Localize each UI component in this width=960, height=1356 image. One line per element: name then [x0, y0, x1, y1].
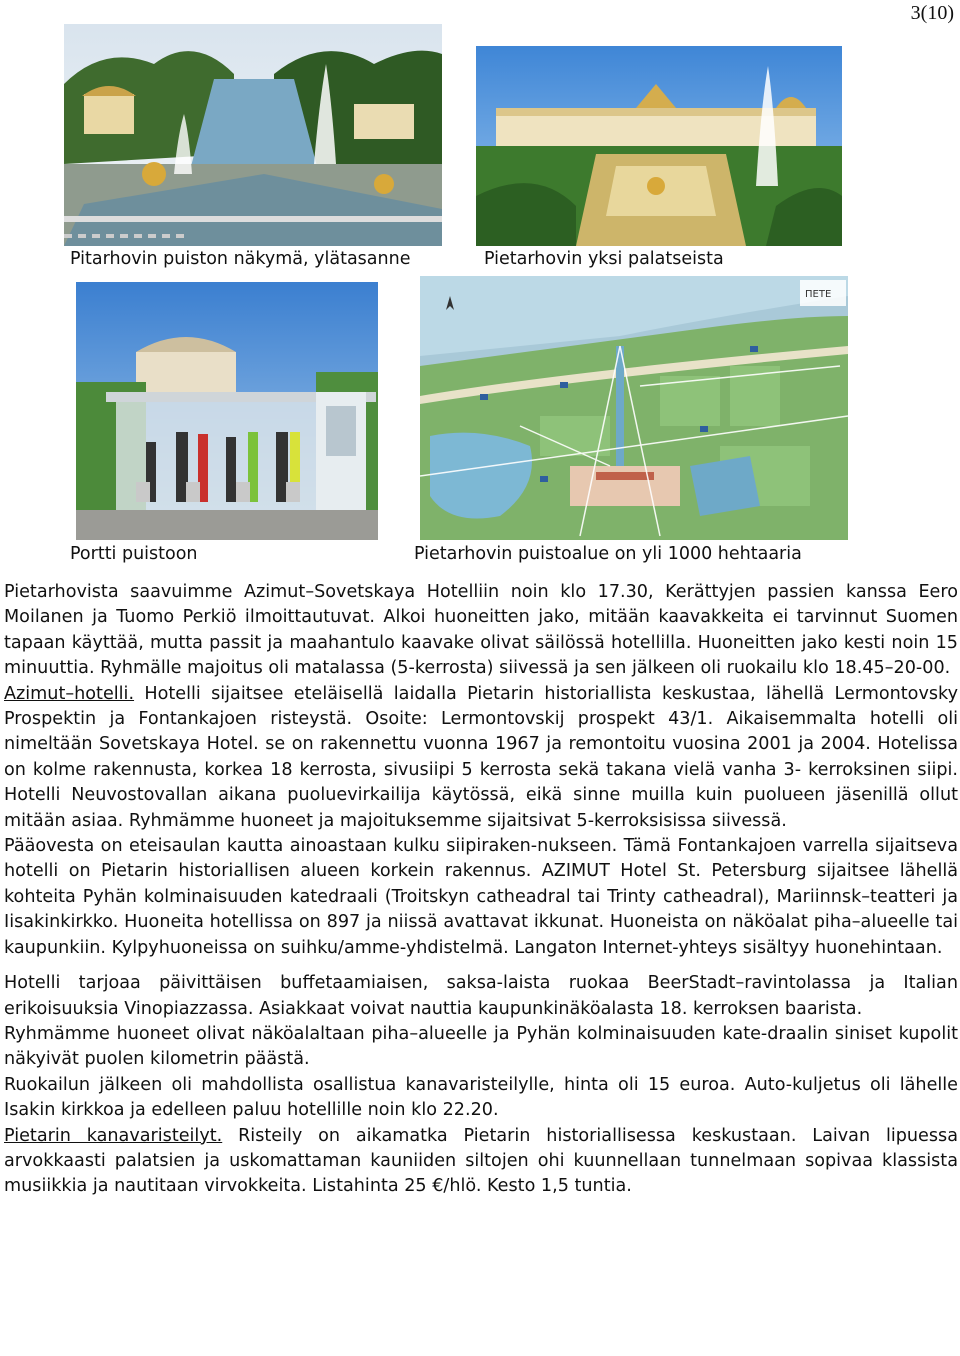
- cruise-link[interactable]: Pietarin kanavaristeilyt.: [4, 1125, 223, 1146]
- caption-gate: Portti puistoon: [70, 544, 198, 564]
- hotel-link[interactable]: Azimut–hotelli.: [4, 683, 135, 704]
- caption-park-view: Pitarhovin puiston näkymä, ylätasanne: [70, 249, 411, 269]
- photo-park-view: [64, 24, 442, 246]
- paragraph-entrance: Pääovesta on eteisaulan kautta ainoastaan kulku siipiraken-nukseen. Tämä Fontankajoen varrella sijaitseva hotelli on Pietarin historiallisen alueen korkein rakennus. AZIMUT Hotel St. Petersburg sijaitsee lähellä kohteita Pyhän kolminaisuuden katedraali (Troitskyn catheadral tai Trinty catheadral), Mariinnsk–teatteri ja Iisakinkirkko. Huoneita hotellissa on 897 ja niissä avattavat ikkunat. Huoneista on näköalat piha–alueelle tai kaupunkiin. Kylpyhuoneissa on suihku/amme-yhdistelmä. Langaton Internet-yhteys sisältyy huonehintaan.: [4, 836, 958, 958]
- map-label: ПЕТЕ: [805, 289, 832, 300]
- paragraph-cruise-option: Ruokailun jälkeen oli mahdollista osallistua kanavaristeilylle, hinta oli 15 euroa. Auto-kuljetus oli lähelle Isakin kirkkoa ja edelleen paluu hotellille noin klo 22.20.: [4, 1074, 958, 1121]
- paragraph-breakfast: Hotelli tarjoaa päivittäisen buffetaamiaisen, saksa-laista ruokaa BeerStadt–ravintolassa ja Italian erikoisuuksia Vinopiazzassa. Asiakkaat voivat nauttia kaupunkinäköalasta 18. kerroksen baarista.: [4, 973, 958, 1019]
- page-number: 3(10): [910, 2, 954, 24]
- cruise-description: Risteily on aikamatka Pietarin historiallisessa keskustaan. Laivan lipuessa arvokkaasti palatsien ja uskomattaman kauniiden siltojen ohi kuunnellaan tunnelmaan sopivaa klassista musiikkia ja nautitaan virvokkeita. Listahinta 25 €/hlö. Kesto 1,5 tuntia.: [4, 1125, 958, 1197]
- photo-gate: [76, 282, 378, 540]
- paragraph-rooms: Ryhmämme huoneet olivat näköalaltaan piha–alueelle ja Pyhän kolminaisuuden kate-draalin siniset kupolit näkyivät puolen kilometrin päästä.: [4, 1023, 958, 1070]
- body-text: [4, 580, 958, 1200]
- photo-park-map: [420, 276, 848, 540]
- caption-park-map: Pietarhovin puistoalue on yli 1000 hehtaaria: [414, 544, 802, 564]
- paragraph-cruise: [4, 1124, 958, 1200]
- paragraph-hotel: [4, 682, 958, 834]
- caption-palace: Pietarhovin yksi palatseista: [484, 249, 724, 269]
- hotel-description: Hotelli sijaitsee eteläisellä laidalla Pietarin historiallista keskustaa, lähellä Lermontovsky Prospektin ja Fontankajoen risteystä. Osoite: Lermontovskij prospekt 43/1. Aikaisemmalta hotelli oli nimeltään Sovetskaya Hotel. se on rakennettu vuonna 1967 ja remontoitu vuosina 2001 ja 2004. Hotelissa on kolme rakennusta, korkea 18 kerrosta, sivusiipi 5 kerrosta sekä takana vielä vanha 3- kerroksinen siipi. Hotelli Neuvostovallan aikana puoluevirkailija käytössä, eikä sinne muilla kuin puolueen jäsenillä ollut mitään asiaa. Ryhmämme huoneet ja majoituksemme sijaitsivat 5-kerroksisissa siivessä.: [4, 683, 958, 831]
- photo-palace: [476, 46, 842, 246]
- paragraph-arrival: Pietarhovista saavuimme Azimut–Sovetskaya Hotelliin noin klo 17.30, Kerättyjen passien kanssa Eero Moilanen ja Tuomo Perkiö ilmoittautuvat. Alkoi huoneitten jako, mitään kaavakkeita ei tarvinnut Suomen tapaan käyttää, mutta passit ja maahantulo kaavake olivat säilössä hotellilla. Huoneitten jako kesti noin 15 minuuttia. Ryhmälle majoitus oli matalassa (5-kerrosta) siivessä ja sen jälkeen oli ruokailu klo 18.45–20-00.: [4, 582, 958, 679]
